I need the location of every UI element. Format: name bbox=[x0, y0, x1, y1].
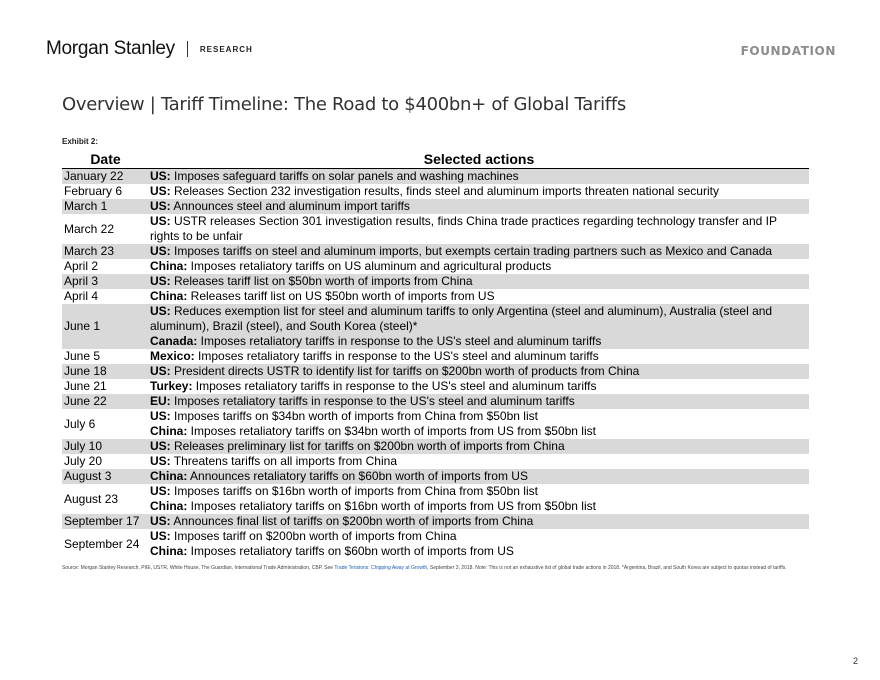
table-row bbox=[62, 169, 809, 185]
action-line bbox=[150, 379, 809, 394]
action-actor: US: bbox=[150, 199, 171, 213]
action-text: Announces retaliatory tariffs on $60bn worth of imports from US bbox=[187, 469, 528, 483]
table-row bbox=[62, 439, 809, 454]
row-date: September 17 bbox=[62, 514, 149, 529]
date-column-header: Date bbox=[62, 151, 149, 169]
row-date: March 1 bbox=[62, 199, 149, 214]
action-line bbox=[150, 304, 809, 334]
action-actor: China: bbox=[150, 424, 188, 438]
action-text: Imposes tariffs on steel and aluminum imports, but exempts certain trading partners such as Mexico and Canada bbox=[170, 244, 773, 258]
page-title: Overview | Tariff Timeline: The Road to $400bn+ of Global Tariffs bbox=[62, 94, 626, 115]
page-number: 2 bbox=[852, 656, 858, 666]
action-text: Imposes retaliatory tariffs on $60bn worth of imports from US bbox=[187, 544, 514, 558]
table-row bbox=[62, 379, 809, 394]
timeline-body bbox=[62, 169, 809, 560]
action-text: Releases tariff list on US $50bn worth of imports from US bbox=[187, 289, 495, 303]
action-line bbox=[150, 289, 809, 304]
table-row bbox=[62, 394, 809, 409]
row-actions bbox=[149, 349, 809, 364]
action-line bbox=[150, 544, 809, 559]
action-text: Imposes tariffs on $34bn worth of imports from China from $50bn list bbox=[170, 409, 538, 423]
action-line bbox=[150, 424, 809, 439]
source-report-link[interactable]: Trade Tensions: Chipping Away at Growth bbox=[334, 565, 428, 571]
row-date: August 23 bbox=[64, 491, 119, 506]
action-text: Imposes retaliatory tariffs on $34bn worth of imports from US from $50bn list bbox=[187, 424, 596, 438]
brand-divider bbox=[187, 41, 188, 57]
table-row bbox=[62, 469, 809, 484]
action-line bbox=[150, 199, 809, 214]
row-actions bbox=[149, 214, 809, 244]
action-line bbox=[150, 484, 809, 499]
table-header-row bbox=[62, 151, 809, 169]
table-row bbox=[62, 244, 809, 259]
action-text: Imposes retaliatory tariffs in response to the US's steel and aluminum tariffs bbox=[170, 394, 575, 408]
action-actor: US: bbox=[150, 454, 171, 468]
action-line bbox=[150, 454, 809, 469]
row-actions bbox=[149, 259, 809, 274]
table-row bbox=[62, 289, 809, 304]
row-date: March 23 bbox=[62, 244, 149, 259]
action-actor: China: bbox=[150, 259, 188, 273]
table-row bbox=[62, 364, 809, 379]
action-text: Threatens tariffs on all imports from China bbox=[170, 454, 397, 468]
row-date: July 6 bbox=[64, 416, 96, 431]
row-date: April 4 bbox=[64, 289, 99, 303]
source-note bbox=[62, 565, 787, 571]
action-text: Imposes retaliatory tariffs on US aluminum and agricultural products bbox=[187, 259, 552, 273]
table-row bbox=[62, 529, 809, 559]
action-line bbox=[150, 184, 809, 199]
action-text: Releases preliminary list for tariffs on $200bn worth of imports from China bbox=[170, 439, 565, 453]
table-row bbox=[62, 199, 809, 214]
table-row bbox=[62, 514, 809, 529]
row-actions bbox=[149, 469, 809, 484]
action-text: President directs USTR to identify list for tariffs on $200bn worth of products from China bbox=[170, 364, 640, 378]
action-actor: US: bbox=[150, 439, 171, 453]
table-row bbox=[62, 349, 809, 364]
row-actions bbox=[149, 529, 809, 559]
action-actor: China: bbox=[150, 544, 188, 558]
row-date: January 22 bbox=[62, 169, 149, 185]
action-line bbox=[150, 499, 809, 514]
action-actor: EU: bbox=[150, 394, 171, 408]
action-line bbox=[150, 529, 809, 544]
action-actor: US: bbox=[150, 184, 171, 198]
table-row bbox=[62, 184, 809, 199]
action-line bbox=[150, 349, 809, 364]
row-date: September 24 bbox=[64, 536, 140, 551]
brand-name: Morgan Stanley bbox=[46, 38, 175, 59]
action-text: Announces steel and aluminum import tariffs bbox=[170, 199, 410, 213]
row-actions bbox=[149, 514, 809, 529]
row-actions bbox=[149, 274, 809, 289]
row-actions bbox=[149, 454, 809, 469]
table-row bbox=[62, 409, 809, 439]
action-line bbox=[150, 244, 809, 259]
action-text: Releases tariff list on $50bn worth of imports from China bbox=[170, 274, 473, 288]
action-line bbox=[150, 409, 809, 424]
row-actions bbox=[149, 364, 809, 379]
row-date: July 20 bbox=[64, 454, 103, 468]
action-actor: US: bbox=[150, 529, 171, 543]
row-actions bbox=[149, 244, 809, 259]
row-actions bbox=[149, 379, 809, 394]
row-date: July 10 bbox=[62, 439, 149, 454]
action-text: Reduces exemption list for steel and aluminum tariffs to only Argentina (steel and aluminum), Australia (steel and aluminum), Brazil (steel), and South Korea (steel)* bbox=[150, 304, 773, 333]
tariff-timeline-table bbox=[62, 151, 809, 559]
action-actor: US: bbox=[150, 364, 171, 378]
row-actions bbox=[149, 199, 809, 214]
action-text: Releases Section 232 investigation results, finds steel and aluminum imports threaten national security bbox=[170, 184, 719, 198]
action-text: Imposes safeguard tariffs on solar panels and washing machines bbox=[170, 169, 519, 183]
table-row bbox=[62, 484, 809, 514]
action-actor: China: bbox=[150, 469, 188, 483]
action-line bbox=[150, 439, 809, 454]
morgan-stanley-logo bbox=[46, 38, 253, 60]
action-line bbox=[150, 514, 809, 529]
row-actions bbox=[149, 169, 809, 185]
action-line bbox=[150, 334, 809, 349]
action-text: Imposes retaliatory tariffs on $16bn worth of imports from US from $50bn list bbox=[187, 499, 596, 513]
action-text: Announces final list of tariffs on $200bn worth of imports from China bbox=[170, 514, 534, 528]
row-date: April 3 bbox=[62, 274, 149, 289]
action-line bbox=[150, 469, 809, 484]
action-line bbox=[150, 259, 809, 274]
brand-research-label: RESEARCH bbox=[199, 44, 253, 54]
action-text: Imposes tariff on $200bn worth of imports from China bbox=[170, 529, 457, 543]
table-row bbox=[62, 454, 809, 469]
exhibit-label: Exhibit 2: bbox=[62, 137, 99, 146]
action-actor: US: bbox=[150, 274, 171, 288]
action-text: Imposes retaliatory tariffs in response to the US's steel and aluminum tariffs bbox=[194, 349, 599, 363]
row-actions bbox=[149, 484, 809, 514]
action-line bbox=[150, 394, 809, 409]
row-date: April 2 bbox=[64, 259, 99, 273]
row-date: June 1 bbox=[62, 304, 149, 349]
row-date: March 22 bbox=[64, 221, 115, 236]
action-actor: US: bbox=[150, 169, 171, 183]
action-line bbox=[150, 364, 809, 379]
action-text: Imposes tariffs on $16bn worth of imports from China from $50bn list bbox=[170, 484, 538, 498]
action-actor: US: bbox=[150, 484, 171, 498]
row-actions bbox=[149, 409, 809, 439]
action-actor: US: bbox=[150, 304, 171, 318]
table-row bbox=[62, 259, 809, 274]
row-date: August 3 bbox=[62, 469, 149, 484]
action-actor: US: bbox=[150, 514, 171, 528]
row-date: June 21 bbox=[64, 379, 107, 393]
action-text: USTR releases Section 301 investigation results, finds China trade practices regarding technology transfer and IP rights to be unfair bbox=[150, 214, 777, 243]
action-text: Imposes retaliatory tariffs in response to the US's steel and aluminum tariffs bbox=[192, 379, 597, 393]
foundation-label: FOUNDATION bbox=[740, 44, 836, 58]
table-row bbox=[62, 214, 809, 244]
table-row bbox=[62, 304, 809, 349]
row-date: June 18 bbox=[62, 364, 149, 379]
source-prefix: Source: Morgan Stanley Research, PIIE, USTR, White House, The Guardian, International Trade Administration, CBP. See bbox=[62, 565, 335, 571]
action-actor: China: bbox=[150, 289, 188, 303]
actions-column-header: Selected actions bbox=[149, 151, 809, 169]
action-actor: US: bbox=[150, 214, 171, 228]
row-actions bbox=[149, 184, 809, 199]
action-text: Imposes retaliatory tariffs in response to the US's steel and aluminum tariffs bbox=[197, 334, 602, 348]
action-actor: China: bbox=[150, 499, 188, 513]
action-line bbox=[150, 169, 809, 184]
action-actor: US: bbox=[150, 244, 171, 258]
action-line bbox=[150, 214, 809, 244]
action-actor: Canada: bbox=[150, 334, 198, 348]
row-date: February 6 bbox=[64, 184, 123, 198]
action-actor: US: bbox=[150, 409, 171, 423]
table-row bbox=[62, 274, 809, 289]
row-actions bbox=[149, 439, 809, 454]
row-actions bbox=[149, 304, 809, 349]
row-date: June 5 bbox=[64, 349, 101, 363]
row-actions bbox=[149, 289, 809, 304]
action-actor: Turkey: bbox=[150, 379, 193, 393]
action-line bbox=[150, 274, 809, 289]
row-date: June 22 bbox=[62, 394, 149, 409]
row-actions bbox=[149, 394, 809, 409]
source-suffix: , September 3, 2018. Note: This is not an exhaustive list of global trade actions in 2018. *Argentina, Brazil, and South Korea are subject to quotas instead of tariffs. bbox=[427, 565, 787, 571]
action-actor: Mexico: bbox=[150, 349, 195, 363]
